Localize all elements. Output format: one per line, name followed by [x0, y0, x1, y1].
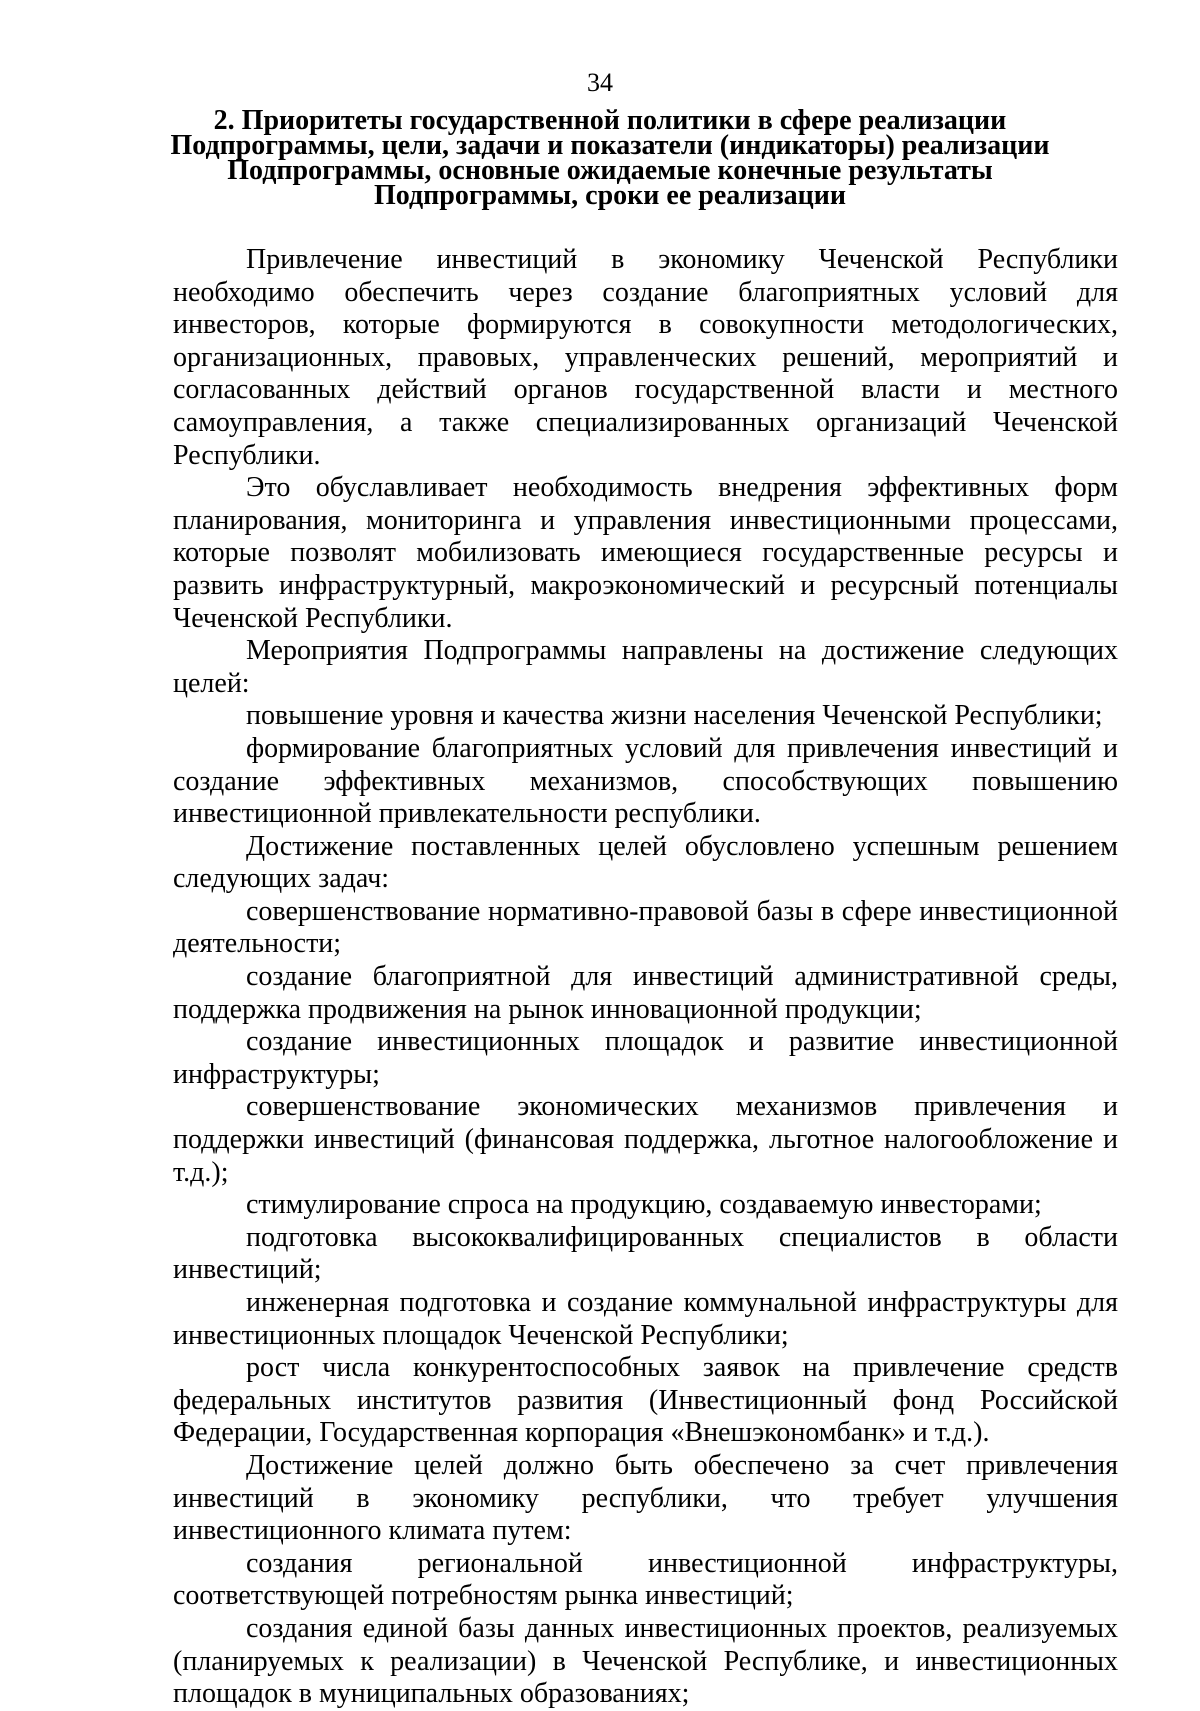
- paragraph-intro: Привлечение инвестиций в экономику Чеченской Республики необходимо обеспечить через создание благоприятных условий для инвесторов, которые формируются в совокупности методологических, организационных, правовых, управленческих решений, мероприятий и согласованных действий органов государственной власти и местного самоуправления, а также специализированных организаций Чеченской Республики.: [173, 244, 1118, 471]
- climate-item: создания региональной инвестиционной инфраструктуры, соответствующей потребностям рынка инвестиций;: [173, 1547, 1118, 1612]
- section-title: [160, 105, 1060, 211]
- page-number: 34: [587, 68, 613, 97]
- task-item: инженерная подготовка и создание коммунальной инфраструктуры для инвестиционных площадок Чеченской Республики;: [173, 1287, 1118, 1351]
- paragraph-tasks-intro: Достижение поставленных целей обусловлено успешным решением следующих задач:: [173, 830, 1118, 895]
- paragraph-climate-intro: Достижение целей должно быть обеспечено за счет привлечения инвестиций в экономику республики, что требует улучшения инвестиционного климата путем:: [173, 1449, 1118, 1547]
- task-item: создание благоприятной для инвестиций административной среды, поддержка продвижения на рынок инновационной продукции;: [173, 961, 1118, 1025]
- task-item: создание инвестиционных площадок и развитие инвестиционной инфраструктуры;: [173, 1026, 1118, 1090]
- task-item: подготовка высококвалифицированных специалистов в области инвестиций;: [173, 1221, 1118, 1286]
- section-title-line-4: Подпрограммы, сроки ее реализации: [374, 180, 846, 211]
- section-title-line-3: Подпрограммы, основные ожидаемые конечные результаты: [227, 155, 993, 186]
- climate-item: создания единой базы данных инвестиционных проектов, реализуемых (планируемых к реализации) в Чеченской Республике, и инвестиционных площадок в муниципальных образованиях;: [173, 1612, 1118, 1710]
- goal-item: формирование благоприятных условий для привлечения инвестиций и создание эффективных механизмов, способствующих повышению инвестиционной привлекательности республики.: [173, 732, 1118, 830]
- task-item: совершенствование нормативно-правовой базы в сфере инвестиционной деятельности;: [173, 895, 1118, 960]
- paragraph-rationale: Это обуславливает необходимость внедрения эффективных форм планирования, мониторинга и управления инвестиционными процессами, которые позволят мобилизовать имеющиеся государственные ресурсы и развить инфраструктурный, макроэкономический и ресурсный потенциалы Чеченской Республики.: [173, 472, 1118, 634]
- task-item: совершенствование экономических механизмов привлечения и поддержки инвестиций (финансовая поддержка, льготное налогообложение и т.д.);: [173, 1091, 1118, 1188]
- goal-item: повышение уровня и качества жизни населения Чеченской Республики;: [246, 700, 1103, 732]
- paragraph-goals-intro: Мероприятия Подпрограммы направлены на достижение следующих целей:: [173, 635, 1118, 699]
- section-title-line-2: Подпрограммы, цели, задачи и показатели (индикаторы) реализации: [170, 130, 1050, 161]
- task-item: рост числа конкурентоспособных заявок на привлечение средств федеральных институтов развития (Инвестиционный фонд Российской Федерации, Государственная корпорация «Внешэкономбанк» и т.д.).: [173, 1352, 1118, 1449]
- section-title-line-1: 2. Приоритеты государственной политики в сфере реализации: [213, 105, 1007, 136]
- task-item: стимулирование спроса на продукцию, создаваемую инвесторами;: [246, 1189, 1042, 1221]
- body-text: [173, 244, 1118, 1711]
